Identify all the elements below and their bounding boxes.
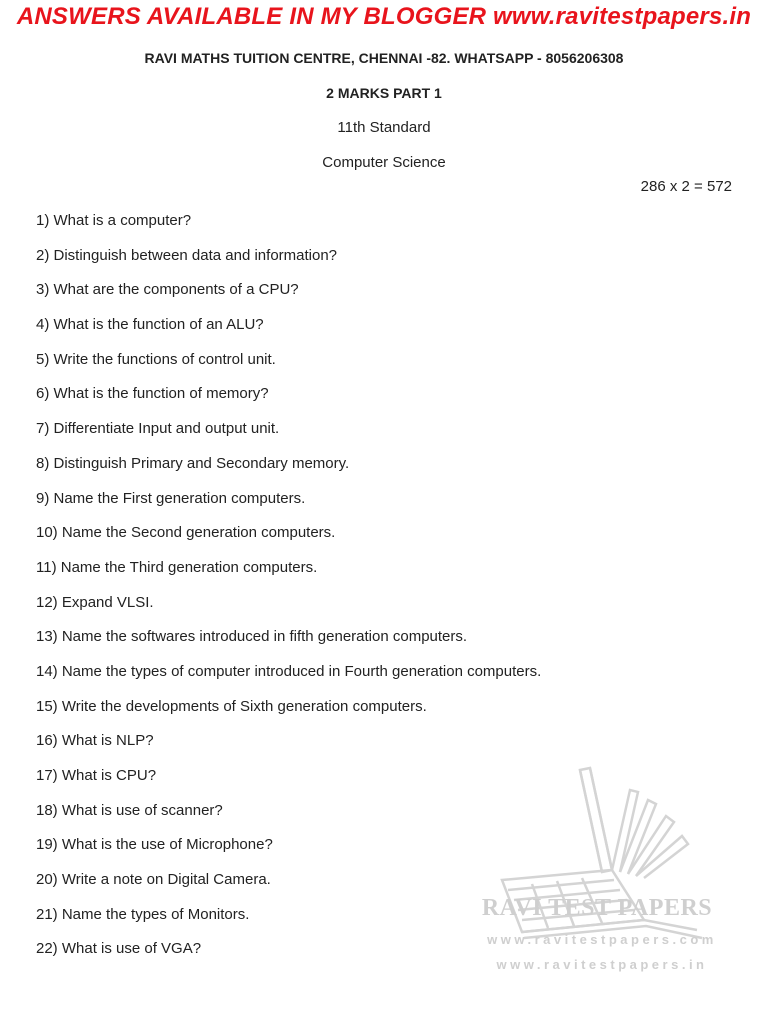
- subject-label: Computer Science: [322, 154, 446, 171]
- question-item: 2) Distinguish between data and information?: [36, 246, 338, 264]
- tuition-centre-header: RAVI MATHS TUITION CENTRE, CHENNAI -82. WHATSAPP - 8056206308: [144, 50, 624, 66]
- question-item: 10) Name the Second generation computers.: [36, 524, 336, 542]
- part-title: 2 MARKS PART 1: [326, 85, 442, 101]
- question-item: 14) Name the types of computer introduced in Fourth generation computers.: [36, 662, 542, 680]
- total-marks: 286 x 2 = 572: [640, 178, 732, 195]
- question-item: 6) What is the function of memory?: [36, 385, 269, 403]
- watermark-url-in: www.ravitestpapers.in: [496, 957, 708, 972]
- question-item: 11) Name the Third generation computers.: [36, 558, 318, 576]
- question-item: 19) What is the use of Microphone?: [36, 836, 273, 854]
- question-item: 13) Name the softwares introduced in fifth generation computers.: [36, 628, 468, 646]
- watermark-url-com: www.ravitestpapers.com: [487, 932, 717, 947]
- question-item: 7) Differentiate Input and output unit.: [36, 420, 280, 438]
- question-item: 20) Write a note on Digital Camera.: [36, 871, 271, 889]
- question-item: 18) What is use of scanner?: [36, 801, 223, 819]
- question-item: 1) What is a computer?: [36, 212, 192, 229]
- question-item: 17) What is CPU?: [36, 767, 157, 784]
- question-item: 16) What is NLP?: [36, 732, 154, 750]
- question-item: 21) Name the types of Monitors.: [36, 905, 250, 923]
- question-item: 15) Write the developments of Sixth generation computers.: [36, 697, 427, 715]
- blogger-banner: ANSWERS AVAILABLE IN MY BLOGGER www.ravitestpapers.in: [16, 3, 752, 30]
- question-item: 4) What is the function of an ALU?: [36, 316, 264, 334]
- laptop-book-watermark-icon: [462, 760, 742, 980]
- standard-label: 11th Standard: [337, 119, 431, 136]
- question-item: 8) Distinguish Primary and Secondary memory.: [36, 454, 350, 472]
- question-item: 12) Expand VLSI.: [36, 593, 154, 611]
- question-item: 5) Write the functions of control unit.: [36, 350, 276, 368]
- watermark-title: RAVI TEST PAPERS: [481, 895, 713, 921]
- question-item: 9) Name the First generation computers.: [36, 489, 306, 507]
- question-item: 22) What is use of VGA?: [36, 940, 202, 958]
- question-item: 3) What are the components of a CPU?: [36, 281, 299, 299]
